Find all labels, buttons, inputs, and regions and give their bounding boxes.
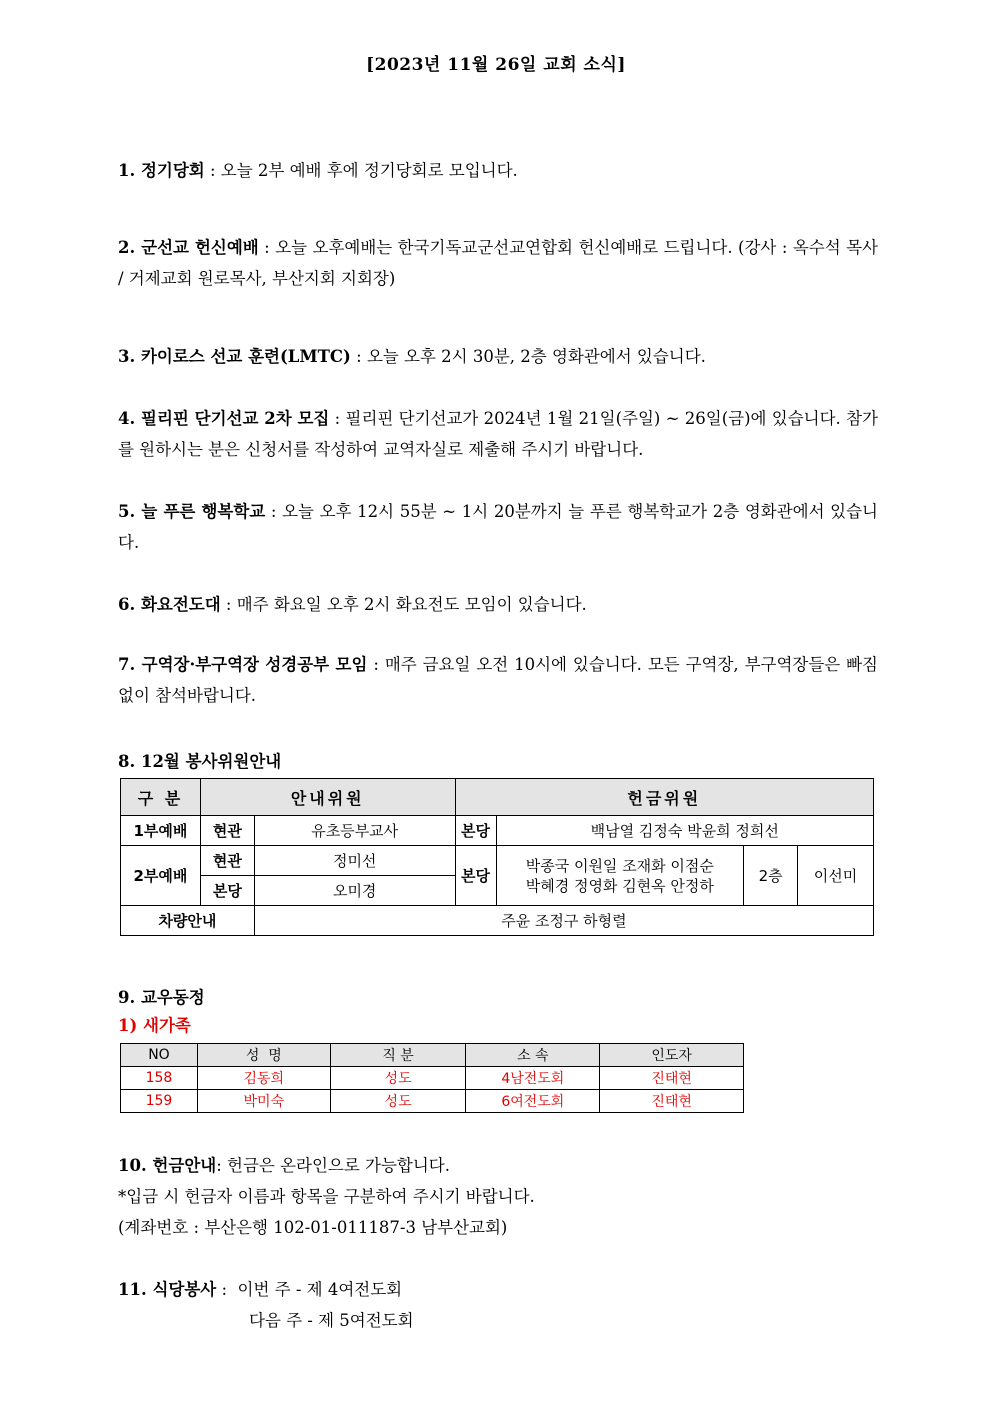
notice-11	[118, 1274, 878, 1336]
table-row	[121, 1090, 744, 1113]
notice-3-body: 오늘 오후 2시 30분, 2층 영화관에서 있습니다.	[366, 347, 706, 366]
notice-4-sep: :	[329, 409, 346, 428]
notice-3	[118, 341, 878, 372]
notice-8-head: 8. 12월 봉사위원안내	[118, 752, 282, 771]
notice-2-body: 오늘 오후예배는 한국기독교군선교연합회 헌신예배로 드립니다. (강사 : 옥수석 목사 / 거제교회 원로목사, 부산지회 지회장)	[118, 238, 878, 288]
family-group: 4남전도회	[466, 1067, 600, 1090]
notice-10-line-2: *입금 시 헌금자 이름과 항목을 구분하여 주시기 바랍니다.	[118, 1187, 535, 1206]
notice-3-sep: :	[350, 347, 367, 366]
notice-2-head: 2. 군선교 헌신예배	[118, 238, 259, 257]
vehicle-names: 주윤 조정구 하형렬	[254, 906, 873, 936]
notice-5	[118, 496, 878, 558]
notice-7-head: 7. 구역장·부구역장 성경공부 모임	[118, 655, 368, 674]
header-offering: 헌금위원	[455, 779, 873, 816]
notice-11-next-week: 다음 주 - 제 5여전도회	[249, 1311, 414, 1330]
family-header-name: 성 명	[197, 1044, 330, 1067]
family-header-no: NO	[121, 1044, 198, 1067]
notice-11-sep: :	[216, 1280, 238, 1299]
notice-1-head: 1. 정기당회	[118, 161, 205, 180]
header-division: 구 분	[121, 779, 201, 816]
service-1-place: 현관	[200, 816, 254, 846]
family-header-guide: 인도자	[600, 1044, 744, 1067]
notice-10-line-3: (계좌번호 : 부산은행 102-01-011187-3 남부산교회)	[118, 1218, 508, 1237]
notice-3-head: 3. 카이로스 선교 훈련(LMTC)	[118, 347, 351, 366]
header-guide: 안내위원	[200, 779, 455, 816]
service-1-offering-place: 본당	[455, 816, 496, 846]
notice-6-body: 매주 화요일 오후 2시 화요전도 모임이 있습니다.	[236, 595, 587, 614]
service-2-offering-names	[496, 846, 744, 906]
notice-5-body: 오늘 오후 12시 55분 ~ 1시 20분까지 늘 푸른 행복학교가 2층 영화관에서 있습니다.	[118, 502, 878, 552]
service-2-floor: 2층	[744, 846, 798, 906]
notice-1	[118, 155, 878, 186]
notice-10-body: 헌금은 온라인으로 가능합니다.	[227, 1156, 450, 1175]
notice-4-head: 4. 필리핀 단기선교 2차 모집	[118, 409, 330, 428]
family-guide: 진태현	[600, 1067, 744, 1090]
notice-5-sep: :	[265, 502, 283, 521]
notice-9-head: 9. 교우동정	[118, 988, 205, 1007]
family-no: 159	[121, 1090, 198, 1113]
notice-2-sep: :	[258, 238, 276, 257]
notice-10-sep: :	[216, 1156, 228, 1175]
service-2-place-1: 현관	[200, 846, 254, 876]
service-2: 2부예배	[121, 846, 201, 906]
service-2-offering-names-line-1: 박종국 이원일 조재화 이점순	[525, 856, 714, 875]
notice-1-sep: :	[204, 161, 221, 180]
notice-7-sep: :	[367, 655, 385, 674]
family-no: 158	[121, 1067, 198, 1090]
notice-6-head: 6. 화요전도대	[118, 595, 221, 614]
notice-7	[118, 649, 878, 711]
family-name: 박미숙	[197, 1090, 330, 1113]
notice-4	[118, 403, 878, 465]
notice-11-this-week: 이번 주 - 제 4여전도회	[237, 1280, 403, 1299]
vehicle-label: 차량안내	[121, 906, 255, 936]
notice-11-head: 11. 식당봉사	[118, 1280, 217, 1299]
new-family-table	[120, 1043, 744, 1113]
notice-2	[118, 232, 878, 294]
table-row	[121, 1067, 744, 1090]
service-2-offering-place: 본당	[455, 846, 496, 906]
notice-6-sep: :	[220, 595, 237, 614]
family-role: 성도	[330, 1067, 466, 1090]
page-title: [2023년 11월 26일 교회 소식]	[366, 55, 626, 75]
service-2-guide-2: 오미경	[254, 876, 455, 906]
notice-7-body: 매주 금요일 오전 10시에 있습니다. 모든 구역장, 부구역장들은 빠짐없이 참석바랍니다.	[118, 655, 878, 705]
family-group: 6여전도회	[466, 1090, 600, 1113]
service-2-guide-1: 정미선	[254, 846, 455, 876]
service-1-guide: 유초등부교사	[254, 816, 455, 846]
service-2-floor-name: 이선미	[798, 846, 874, 906]
notice-5-head: 5. 늘 푸른 행복학교	[118, 502, 266, 521]
family-header-group: 소 속	[466, 1044, 600, 1067]
family-guide: 진태현	[600, 1090, 744, 1113]
service-1: 1부예배	[121, 816, 201, 846]
service-2-offering-names-line-2: 박혜경 정영화 김현옥 안정하	[525, 876, 714, 895]
notice-6	[118, 589, 878, 620]
volunteer-table	[120, 778, 874, 936]
family-header-role: 직 분	[330, 1044, 466, 1067]
new-family-subhead: 1) 새가족	[118, 1016, 191, 1035]
family-name: 김동희	[197, 1067, 330, 1090]
notice-4-body: 필리핀 단기선교가 2024년 1월 21일(주일) ~ 26일(금)에 있습니다. 참가를 원하시는 분은 신청서를 작성하여 교역자실로 제출해 주시기 바랍니다.	[118, 409, 878, 459]
notice-1-body: 오늘 2부 예배 후에 정기당회로 모입니다.	[220, 161, 518, 180]
notice-10-head: 10. 헌금안내	[118, 1156, 217, 1175]
notice-10	[118, 1150, 878, 1243]
service-1-offering-names: 백남열 김정숙 박윤희 정희선	[496, 816, 874, 846]
service-2-place-2: 본당	[200, 876, 254, 906]
family-role: 성도	[330, 1090, 466, 1113]
